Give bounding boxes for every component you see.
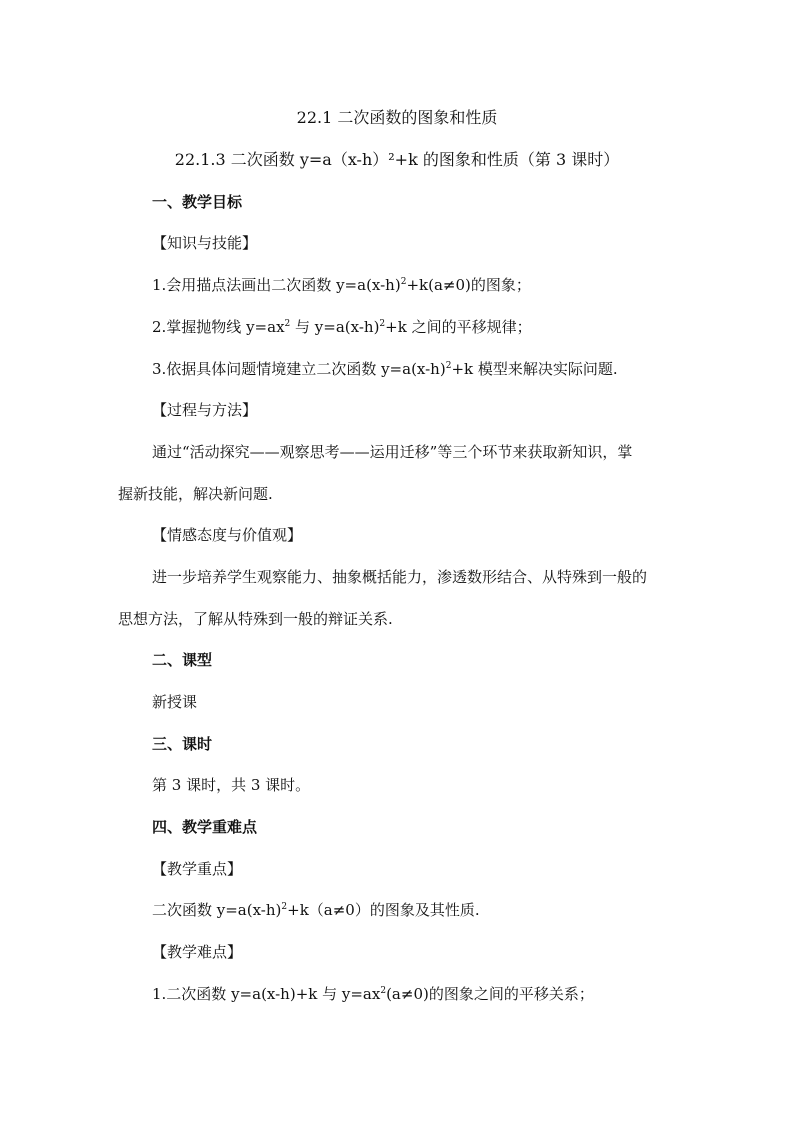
text-run: 1.二次函数 y=a(x-h)+k 与 y=ax — [152, 985, 381, 1003]
knowledge-item-1 — [152, 275, 531, 295]
superscript: 2 — [284, 319, 291, 329]
superscript: 2 — [281, 902, 288, 912]
process-paragraph-line-2: 握新技能，解决新问题. — [118, 485, 273, 503]
superscript: 2 — [379, 319, 386, 329]
subheading-knowledge-skills: 【知识与技能】 — [152, 234, 258, 252]
text-run: 3.依据具体问题情境建立二次函数 y=a(x-h) — [152, 360, 446, 378]
emotion-paragraph-line-2: 思想方法，了解从特殊到一般的辩证关系. — [118, 610, 393, 628]
superscript: 2 — [380, 986, 387, 996]
text-run: 1.会用描点法画出二次函数 y=a(x-h) — [152, 276, 401, 294]
subheading-emotion-values: 【情感态度与价值观】 — [152, 526, 303, 544]
text-run: 二次函数 y=a(x-h) — [152, 901, 282, 919]
section-heading-lesson-type: 二、课型 — [152, 651, 213, 669]
lesson-type-text: 新授课 — [152, 693, 198, 711]
text-run: +k（a≠0）的图象及其性质. — [287, 901, 480, 919]
text-run: 与 y=a(x-h) — [290, 318, 380, 336]
subheading-key-points: 【教学重点】 — [152, 860, 243, 878]
knowledge-item-2 — [152, 317, 532, 337]
superscript: 2 — [400, 277, 407, 287]
lesson-subtitle: 22.1.3 二次函数 y=a（x-h）²+k 的图象和性质（第 3 课时） — [174, 150, 620, 169]
document-title: 22.1 二次函数的图象和性质 — [296, 108, 498, 127]
text-run: +k 模型来解决实际问题. — [451, 360, 618, 378]
text-run: (a≠0)的图象之间的平移关系； — [386, 985, 594, 1003]
text-run: +k 之间的平移规律； — [385, 318, 532, 336]
section-heading-key-difficult: 四、教学重难点 — [152, 818, 258, 836]
subheading-difficult-points: 【教学难点】 — [152, 943, 243, 961]
text-run: 2.掌握抛物线 y=ax — [152, 318, 285, 336]
superscript: 2 — [445, 361, 452, 371]
section-heading-periods: 三、课时 — [152, 735, 213, 753]
difficult-item-1 — [152, 984, 594, 1004]
subheading-process-methods: 【过程与方法】 — [152, 401, 258, 419]
process-paragraph-line-1: 通过“活动探究——观察思考——运用迁移”等三个环节来获取新知识，掌 — [152, 443, 633, 461]
knowledge-item-3 — [152, 359, 618, 379]
text-run: +k(a≠0)的图象； — [406, 276, 531, 294]
section-heading-goals: 一、教学目标 — [152, 193, 243, 211]
periods-text: 第 3 课时，共 3 课时。 — [152, 776, 311, 794]
key-points-text — [152, 900, 480, 920]
emotion-paragraph-line-1: 进一步培养学生观察能力、抽象概括能力，渗透数形结合、从特殊到一般的 — [152, 568, 648, 586]
